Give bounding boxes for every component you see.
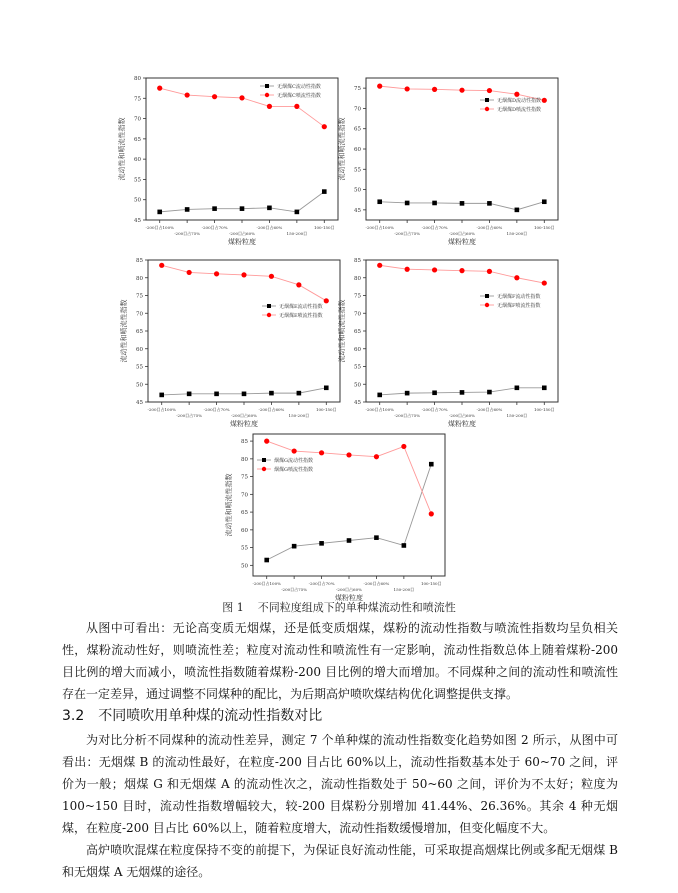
y-tick-label: 75 (354, 293, 361, 300)
data-point-square (374, 535, 379, 540)
y-tick-label: 70 (354, 106, 361, 113)
data-point-square (187, 392, 192, 397)
x-tick-label: -200目占70% (201, 225, 228, 230)
x-tick-label: -200目占100% (365, 407, 394, 412)
data-point-circle (214, 271, 219, 276)
series-line-1 (162, 265, 327, 301)
data-point-circle (374, 454, 379, 459)
x-tick-label: 150-200目 (506, 413, 528, 418)
y-tick-label: 55 (134, 177, 141, 184)
series-line-0 (267, 464, 432, 560)
data-point-circle (269, 274, 274, 279)
data-point-square (295, 210, 300, 215)
data-point-circle (432, 87, 437, 92)
x-axis-label: 煤粉粒度 (448, 238, 476, 246)
section-heading (62, 707, 322, 725)
data-point-square (432, 201, 437, 206)
y-tick-label: 55 (241, 545, 248, 552)
chart-c-svg (108, 72, 348, 244)
y-axis-label: 流动性和喷流性指数 (338, 299, 346, 363)
data-point-circle (432, 267, 437, 272)
y-tick-label: 80 (136, 275, 143, 282)
series-line-1 (380, 265, 545, 283)
data-point-circle (185, 92, 190, 97)
y-axis-label: 流动性和喷流性指数 (225, 473, 233, 537)
chart-g-svg (215, 428, 455, 600)
data-point-circle (405, 267, 410, 272)
y-tick-label: 70 (241, 492, 248, 499)
data-point-circle (241, 272, 246, 277)
legend-label: 烟煤G流动性指数 (274, 458, 313, 464)
data-point-circle (187, 270, 192, 275)
y-tick-label: 80 (134, 76, 141, 82)
legend-label: 无烟煤C喷流性指数 (277, 93, 321, 99)
data-point-circle (429, 511, 434, 516)
data-point-square (297, 391, 302, 396)
data-point-square (429, 462, 434, 467)
data-point-square (515, 208, 520, 213)
y-tick-label: 65 (354, 126, 361, 133)
section-number: 3.2 (62, 708, 85, 724)
x-tick-label: -200目占100% (147, 407, 176, 412)
plot-frame (148, 260, 340, 402)
x-tick-label: -200目占60% (476, 225, 503, 230)
x-tick-label: -200目占60% (449, 413, 475, 418)
y-tick-label: 75 (134, 96, 141, 103)
legend-label: 无烟煤E流动性指数 (279, 304, 323, 310)
chart-coal-e (110, 254, 350, 426)
x-tick-label: 150-200目 (506, 231, 528, 236)
data-point-circle (459, 88, 464, 93)
x-tick-label: 100-150目 (533, 225, 555, 230)
data-point-square (322, 189, 327, 194)
legend-marker-square (485, 98, 489, 102)
x-tick-label: -200目占75% (394, 413, 421, 418)
x-tick-label: -200目占60% (363, 581, 390, 586)
data-point-square (377, 199, 382, 204)
y-tick-label: 50 (354, 382, 361, 389)
data-point-square (460, 390, 465, 395)
y-tick-label: 60 (354, 147, 361, 153)
data-point-circle (459, 268, 464, 273)
y-tick-label: 55 (354, 167, 361, 174)
x-tick-label: -200目占60% (449, 231, 475, 236)
y-tick-label: 75 (136, 293, 143, 300)
data-point-circle (319, 450, 324, 455)
data-point-square (159, 393, 164, 398)
data-point-circle (514, 275, 519, 280)
chart-coal-d (328, 72, 568, 244)
legend-marker-square (265, 84, 269, 88)
y-tick-label: 55 (136, 364, 143, 371)
y-tick-label: 70 (136, 311, 143, 318)
data-point-circle (292, 448, 297, 453)
data-point-square (267, 206, 272, 211)
data-point-square (292, 544, 297, 549)
x-tick-label: -200目占60% (229, 231, 255, 236)
data-point-square (542, 199, 547, 204)
y-tick-label: 60 (134, 157, 141, 164)
data-point-square (319, 541, 324, 546)
x-tick-label: -200目占60% (258, 407, 285, 412)
data-point-circle (294, 104, 299, 109)
series-line-1 (267, 441, 432, 514)
y-tick-label: 60 (136, 346, 143, 353)
paragraph-1: 从图中可看出：无论高变质无烟煤，还是低变质烟煤，煤粉的流动性指数与喷流性指数均呈负相关性，煤粉流动性好，则喷流性差；粒度对流动性和喷流性有一定影响，流动性指数总体上随着煤粉-200 目比例的增大而减小，喷流性指数随着煤粉-200 目比例的增大而增加。不同煤种之间的流动性和喷流性存在一定差异，通过调整不同煤种的配比，为后期高炉喷吹煤结构优化调整提供支撑。 (62, 621, 618, 701)
data-point-circle (405, 86, 410, 91)
legend-label: 无烟煤C流动性指数 (277, 84, 321, 90)
x-tick-label: 150-200目 (286, 231, 308, 236)
x-tick-label: 100-150目 (533, 407, 555, 412)
data-point-circle (487, 88, 492, 93)
legend-marker-circle (485, 107, 489, 111)
legend-label: 无烟煤F喷流性指数 (497, 303, 541, 309)
x-tick-label: -200目占70% (421, 407, 448, 412)
y-tick-label: 45 (354, 207, 361, 214)
y-tick-label: 70 (354, 311, 361, 318)
legend-marker-circle (267, 313, 271, 317)
x-axis-label: 煤粉粒度 (228, 238, 256, 246)
chart-coal-f (328, 254, 568, 426)
x-tick-label: -200目占75% (394, 231, 421, 236)
data-point-circle (322, 124, 327, 129)
x-tick-label: -200目占60% (256, 225, 283, 230)
y-axis-label: 流动性和喷流性指数 (118, 117, 126, 181)
y-tick-label: 65 (241, 510, 248, 517)
y-tick-label: 80 (354, 275, 361, 282)
x-tick-label: -200目占70% (308, 581, 335, 586)
paragraph-2: 为对比分析不同煤种的流动性差异，测定 7 个单种煤的流动性指数变化趋势如图 2 所示，从图中可看出：无烟煤 B 的流动性最好，在粒度-200 目占比 60%以上，流动性指数基本处于 60~70 之间，评价为一般；烟煤 G 和无烟煤 A 的流动性次之，流动性指数处于 50~60 之间，评价为不太好；粒度为 100~150 目时，流动性指数增幅较大，较-200 目煤粉分别增加 41.44%、26.36%。其余 4 种无烟煤，在粒度-200 目占比 60%以上，随着粒度增大，流动性指数缓慢增加，但变化幅度不大。 (62, 733, 618, 835)
x-tick-label: -200目占60% (336, 587, 362, 592)
y-tick-label: 65 (134, 136, 141, 143)
data-point-square (542, 386, 547, 391)
data-point-square (264, 558, 269, 563)
legend-label: 无烟煤E喷流性指数 (279, 313, 323, 319)
x-tick-label: -200目占60% (231, 413, 257, 418)
x-tick-label: -200目占100% (365, 225, 394, 230)
legend-label: 无烟煤D流动性指数 (497, 98, 542, 104)
x-tick-label: -200目占70% (203, 407, 230, 412)
data-point-square (185, 207, 190, 212)
data-point-circle (346, 452, 351, 457)
data-point-square (240, 206, 245, 211)
paragraph-3: 高炉喷吹混煤在粒度保持不变的前提下，为保证良好流动性能，可采取提高烟煤比例或多配无烟煤 B 和无烟煤 A 无烟煤的途径。 (62, 843, 618, 879)
section-title: 不同喷吹用单种煤的流动性指数对比 (98, 708, 323, 724)
y-tick-label: 80 (241, 456, 248, 463)
legend-label: 无烟煤D喷流性指数 (497, 107, 542, 113)
data-point-square (405, 391, 410, 396)
y-tick-label: 85 (136, 258, 143, 264)
figure-caption-text: 不同粒度组成下的单种煤流动性和喷流性 (257, 601, 456, 614)
y-tick-label: 65 (136, 329, 143, 335)
chart-e-svg (110, 254, 350, 426)
y-tick-label: 60 (354, 346, 361, 353)
x-axis-label: 煤粉粒度 (448, 420, 476, 428)
data-point-circle (487, 269, 492, 274)
figure-caption (0, 599, 678, 615)
data-point-square (347, 538, 352, 543)
y-tick-label: 45 (136, 400, 143, 406)
data-point-circle (296, 282, 301, 287)
legend-marker-circle (262, 467, 266, 471)
y-tick-label: 50 (134, 197, 141, 204)
data-point-square (460, 201, 465, 206)
x-tick-label: -200目占100% (252, 581, 281, 586)
data-point-square (487, 201, 492, 206)
data-point-circle (401, 444, 406, 449)
data-point-square (515, 386, 520, 391)
data-point-circle (514, 92, 519, 97)
y-tick-label: 45 (134, 218, 141, 224)
figure-caption-number: 图 1 (222, 601, 244, 614)
data-point-square (432, 390, 437, 395)
data-point-circle (212, 94, 217, 99)
y-tick-label: 65 (354, 329, 361, 335)
x-axis-label: 煤粉粒度 (335, 594, 363, 602)
chart-f-svg (328, 254, 568, 426)
x-tick-label: 150-200目 (393, 587, 415, 592)
x-tick-label: 100-150目 (313, 225, 335, 230)
y-tick-label: 50 (354, 187, 361, 194)
legend-label: 烟煤G喷流性指数 (274, 467, 313, 473)
y-axis-label: 流动性和喷流性指数 (120, 299, 128, 363)
data-point-square (214, 392, 219, 397)
legend-marker-square (262, 458, 266, 462)
x-tick-label: -200目占70% (421, 225, 448, 230)
plot-frame (366, 260, 558, 402)
data-point-square (405, 201, 410, 206)
x-tick-label: -200目占75% (176, 413, 203, 418)
data-point-circle (377, 263, 382, 268)
y-tick-label: 45 (354, 400, 361, 406)
data-point-circle (377, 84, 382, 89)
y-tick-label: 60 (241, 527, 248, 534)
x-tick-label: 150-200目 (288, 413, 310, 418)
y-tick-label: 50 (136, 382, 143, 389)
y-tick-label: 75 (241, 474, 248, 481)
data-point-circle (157, 86, 162, 91)
data-point-square (402, 543, 407, 548)
x-tick-label: -200目占75% (281, 587, 308, 592)
data-point-square (269, 391, 274, 396)
data-point-circle (267, 104, 272, 109)
y-tick-label: 85 (354, 258, 361, 264)
data-point-circle (542, 280, 547, 285)
x-tick-label: -200目占75% (174, 231, 201, 236)
x-axis-label: 煤粉粒度 (230, 420, 258, 428)
chart-coal-c (108, 72, 348, 244)
data-point-square (212, 206, 217, 211)
chart-d-svg (328, 72, 568, 244)
chart-coal-g (215, 428, 455, 600)
x-tick-label: -200目占100% (145, 225, 174, 230)
x-tick-label: 100-150目 (420, 581, 442, 586)
data-point-square (157, 210, 162, 215)
legend-marker-square (485, 294, 489, 298)
data-point-circle (542, 98, 547, 103)
x-tick-label: -200目占60% (476, 407, 503, 412)
y-tick-label: 55 (354, 364, 361, 371)
data-point-circle (159, 263, 164, 268)
y-tick-label: 50 (241, 563, 248, 570)
x-tick-label: 100-150目 (315, 407, 337, 412)
data-point-square (377, 393, 382, 398)
y-tick-label: 70 (134, 116, 141, 123)
legend-marker-square (267, 304, 271, 308)
y-axis-label: 流动性和喷流性指数 (338, 117, 346, 181)
data-point-circle (264, 439, 269, 444)
legend-label: 无烟煤F流动性指数 (497, 294, 541, 300)
y-tick-label: 85 (241, 439, 248, 446)
legend-marker-circle (265, 93, 269, 97)
y-tick-label: 75 (354, 86, 361, 93)
data-point-square (242, 392, 247, 397)
data-point-circle (239, 95, 244, 100)
data-point-square (487, 390, 492, 395)
legend-marker-circle (485, 303, 489, 307)
